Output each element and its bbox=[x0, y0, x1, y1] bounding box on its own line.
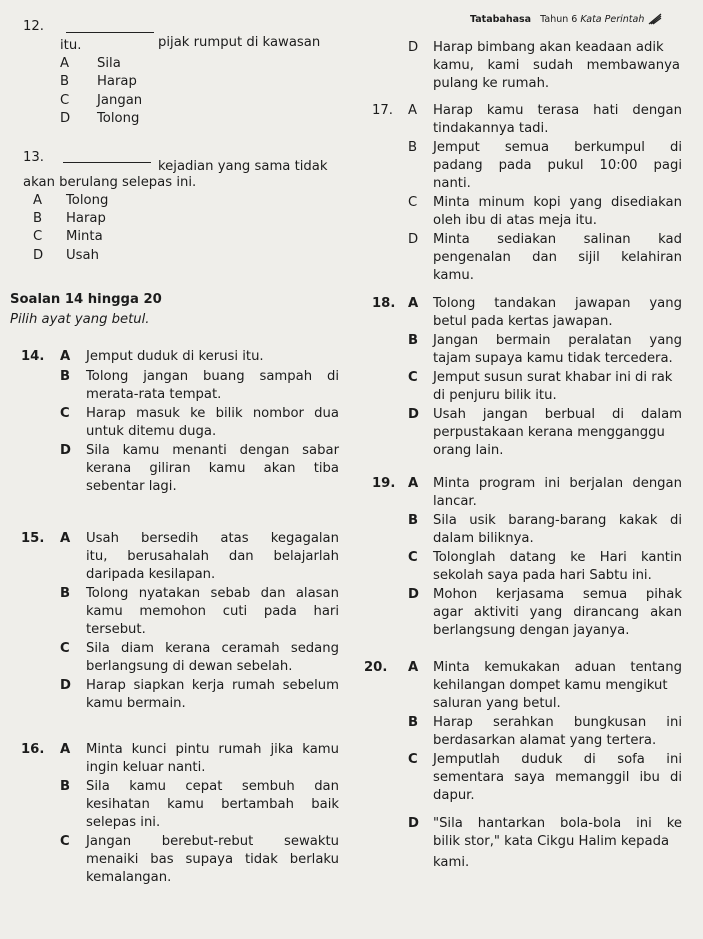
option-letter: C bbox=[60, 641, 70, 656]
option-letter: B bbox=[60, 779, 71, 794]
option-a-line[interactable]: tindakannya tadi. bbox=[433, 121, 549, 136]
option-letter: B bbox=[408, 513, 419, 528]
option-c-line[interactable]: di penjuru bilik itu. bbox=[433, 388, 557, 403]
option-c-line[interactable]: Tolonglah datang ke Hari kantin bbox=[433, 550, 682, 565]
option-a-line[interactable]: daripada kesilapan. bbox=[86, 567, 216, 582]
option-b[interactable]: Harap bbox=[66, 211, 106, 226]
option-d-line[interactable]: Harap siapkan kerja rumah sebelum bbox=[86, 678, 339, 693]
option-letter: D bbox=[408, 816, 419, 831]
option-letter: D bbox=[408, 232, 419, 247]
option-letter: B bbox=[408, 715, 419, 730]
option-letter: C bbox=[408, 370, 418, 385]
question-number: 19. bbox=[372, 476, 396, 491]
option-b-line[interactable]: tersebut. bbox=[86, 622, 146, 637]
option-letter: D bbox=[33, 248, 44, 263]
question-number: 20. bbox=[364, 660, 388, 675]
option-b-line[interactable]: padang pada pukul 10:00 pagi bbox=[433, 158, 682, 173]
option-b-line[interactable]: selepas ini. bbox=[86, 815, 161, 830]
option-letter: A bbox=[408, 296, 419, 311]
option-d-line[interactable]: agar aktiviti yang dirancang akan bbox=[433, 605, 682, 620]
option-c-line[interactable]: Jangan berebut-rebut sewaktu bbox=[86, 834, 339, 849]
option-letter: B bbox=[60, 586, 71, 601]
option-c-line[interactable]: Minta minum kopi yang disediakan bbox=[433, 195, 682, 210]
option-d-line[interactable]: pulang ke rumah. bbox=[433, 76, 550, 91]
option-a-line[interactable]: Minta program ini berjalan dengan bbox=[433, 476, 682, 491]
option-a[interactable]: Tolong bbox=[66, 193, 109, 208]
option-letter: D bbox=[60, 443, 71, 458]
option-letter: A bbox=[408, 660, 419, 675]
question-stem: akan berulang selepas ini. bbox=[23, 175, 197, 190]
option-letter: D bbox=[408, 407, 419, 422]
option-b-line[interactable]: tajam supaya kamu tidak tercedera. bbox=[433, 351, 673, 366]
option-d-line[interactable]: Harap bimbang akan keadaan adik bbox=[433, 40, 664, 55]
option-letter: A bbox=[408, 103, 418, 118]
option-a-line[interactable]: kehilangan dompet kamu mengikut bbox=[433, 678, 668, 693]
option-b-line[interactable]: Sila usik barang-barang kakak di bbox=[433, 513, 682, 528]
option-letter: A bbox=[60, 349, 71, 364]
option-c-line[interactable]: sementara saya memanggil ibu di bbox=[433, 770, 682, 785]
option-d-line[interactable]: perpustakaan kerana mengganggu bbox=[433, 425, 665, 440]
option-d-line[interactable]: pengenalan dan sijil kelahiran bbox=[433, 250, 682, 265]
option-b-line[interactable]: Sila kamu cepat sembuh dan bbox=[86, 779, 339, 794]
option-a-line[interactable]: Minta kunci pintu rumah jika kamu bbox=[86, 742, 339, 757]
option-a-line[interactable]: Minta kemukakan aduan tentang bbox=[433, 660, 682, 675]
option-c-line[interactable]: Jemput susun surat khabar ini di rak bbox=[433, 370, 673, 385]
question-number: 13. bbox=[23, 150, 44, 165]
option-b-line[interactable]: berdasarkan alamat yang tertera. bbox=[433, 733, 657, 748]
option-d-line[interactable]: kamu bermain. bbox=[86, 696, 186, 711]
subject-label: Tatabahasa bbox=[470, 14, 532, 25]
question-stem: pijak rumput di kawasan bbox=[158, 35, 321, 50]
option-letter: D bbox=[408, 40, 419, 55]
option-d-line[interactable]: "Sila hantarkan bola-bola ini ke bbox=[433, 816, 682, 831]
option-letter: C bbox=[60, 93, 70, 108]
year-label: Tahun 6 bbox=[540, 14, 578, 25]
option-a-line[interactable]: ingin keluar nanti. bbox=[86, 760, 206, 775]
option-letter: A bbox=[60, 56, 70, 71]
option-c-line[interactable]: Jemputlah duduk di sofa ini bbox=[433, 752, 682, 767]
series-label: Kata Perintah bbox=[580, 14, 645, 25]
option-letter: A bbox=[60, 531, 71, 546]
header bbox=[470, 12, 644, 28]
option-b-line[interactable]: Jemput semua berkumpul di bbox=[433, 140, 682, 155]
option-b-line[interactable]: dalam biliknya. bbox=[433, 531, 534, 546]
option-letter: C bbox=[60, 406, 70, 421]
option-c-line[interactable]: oleh ibu di atas meja itu. bbox=[433, 213, 597, 228]
option-c[interactable]: Minta bbox=[66, 229, 103, 244]
option-letter: B bbox=[408, 333, 419, 348]
question-number: 12. bbox=[23, 19, 44, 34]
option-letter: B bbox=[60, 369, 71, 384]
section-instruction: Pilih ayat yang betul. bbox=[10, 312, 150, 327]
option-letter: D bbox=[60, 678, 71, 693]
option-a-line[interactable]: Usah bersedih atas kegagalan bbox=[86, 531, 339, 546]
option-d-line[interactable]: Usah jangan berbual di dalam bbox=[433, 407, 682, 422]
option-d-line[interactable]: bilik stor," kata Cikgu Halim kepada bbox=[433, 834, 670, 849]
question-number: 16. bbox=[21, 742, 45, 757]
question-stem: itu. bbox=[60, 38, 82, 53]
option-letter: A bbox=[408, 476, 419, 491]
option-letter: D bbox=[408, 587, 419, 602]
question-number: 14. bbox=[21, 349, 45, 364]
option-d-line[interactable]: berlangsung dengan jayanya. bbox=[433, 623, 630, 638]
option-c-line[interactable]: dapur. bbox=[433, 788, 475, 803]
option-a[interactable]: Jemput duduk di kerusi itu. bbox=[86, 349, 264, 364]
question-stem: kejadian yang sama tidak bbox=[158, 159, 328, 174]
question-number: 18. bbox=[372, 296, 396, 311]
option-a-line[interactable]: itu, berusahalah dan belajarlah bbox=[86, 549, 339, 564]
option-b-line[interactable]: kamu memohon cuti pada hari bbox=[86, 604, 339, 619]
option-d-line[interactable]: kerana giliran kamu akan tiba bbox=[86, 461, 339, 476]
option-c[interactable]: Jangan bbox=[97, 93, 143, 108]
option-d-line[interactable]: Mohon kerjasama semua pihak bbox=[433, 587, 682, 602]
option-a-line[interactable]: lancar. bbox=[433, 494, 477, 509]
option-c-line[interactable]: kemalangan. bbox=[86, 870, 172, 885]
option-b[interactable]: Harap bbox=[97, 74, 137, 89]
option-letter: C bbox=[33, 229, 43, 244]
answer-blank bbox=[66, 22, 154, 38]
option-letter: C bbox=[60, 834, 70, 849]
pen-lines-icon bbox=[647, 12, 663, 26]
option-letter: B bbox=[408, 140, 418, 155]
option-b-line[interactable]: Jangan bermain peralatan yang bbox=[433, 333, 682, 348]
option-d-line[interactable]: kami. bbox=[433, 855, 470, 870]
option-d-line[interactable]: sebentar lagi. bbox=[86, 479, 177, 494]
option-c-line[interactable]: menaiki bas supaya tidak berlaku bbox=[86, 852, 339, 867]
option-d-line[interactable]: Sila kamu menanti dengan sabar bbox=[86, 443, 339, 458]
option-d-line[interactable]: orang lain. bbox=[433, 443, 504, 458]
option-d[interactable]: Tolong bbox=[97, 111, 140, 126]
option-c-line[interactable]: untuk ditemu duga. bbox=[86, 424, 217, 439]
question-number: 15. bbox=[21, 531, 45, 546]
option-a-line[interactable]: Harap kamu terasa hati dengan bbox=[433, 103, 682, 118]
option-letter: A bbox=[60, 742, 71, 757]
option-letter: C bbox=[408, 195, 418, 210]
option-letter: A bbox=[33, 193, 43, 208]
option-b-line[interactable]: Tolong jangan buang sampah di bbox=[86, 369, 339, 384]
option-d-line[interactable]: Minta sediakan salinan kad bbox=[433, 232, 682, 247]
option-a-line[interactable]: betul pada kertas jawapan. bbox=[433, 314, 613, 329]
option-b-line[interactable]: Harap serahkan bungkusan ini bbox=[433, 715, 682, 730]
option-c-line[interactable]: Harap masuk ke bilik nombor dua bbox=[86, 406, 339, 421]
option-a-line[interactable]: Tolong tandakan jawapan yang bbox=[433, 296, 682, 311]
option-letter: B bbox=[60, 74, 70, 89]
option-b-line[interactable]: Tolong nyatakan sebab dan alasan bbox=[86, 586, 339, 601]
option-a[interactable]: Sila bbox=[97, 56, 121, 71]
option-letter: C bbox=[408, 752, 418, 767]
option-c-line[interactable]: Sila diam kerana ceramah sedang bbox=[86, 641, 339, 656]
option-c-line[interactable]: berlangsung di dewan sebelah. bbox=[86, 659, 293, 674]
option-d[interactable]: Usah bbox=[66, 248, 99, 263]
option-letter: C bbox=[408, 550, 418, 565]
question-number: 17. bbox=[372, 103, 393, 118]
option-a-line[interactable]: saluran yang betul. bbox=[433, 696, 561, 711]
option-b-line[interactable]: kesihatan kamu bertambah baik bbox=[86, 797, 339, 812]
option-letter: D bbox=[60, 111, 71, 126]
option-b-line[interactable]: nanti. bbox=[433, 176, 471, 191]
option-c-line[interactable]: sekolah saya pada hari Sabtu ini. bbox=[433, 568, 652, 583]
option-b-line[interactable]: merata-rata tempat. bbox=[86, 387, 222, 402]
option-letter: B bbox=[33, 211, 43, 226]
section-title: Soalan 14 hingga 20 bbox=[10, 292, 162, 307]
option-d-line[interactable]: kamu. bbox=[433, 268, 474, 283]
option-d-line[interactable]: kamu, kami sudah membawanya bbox=[433, 58, 680, 73]
answer-blank bbox=[63, 152, 151, 168]
